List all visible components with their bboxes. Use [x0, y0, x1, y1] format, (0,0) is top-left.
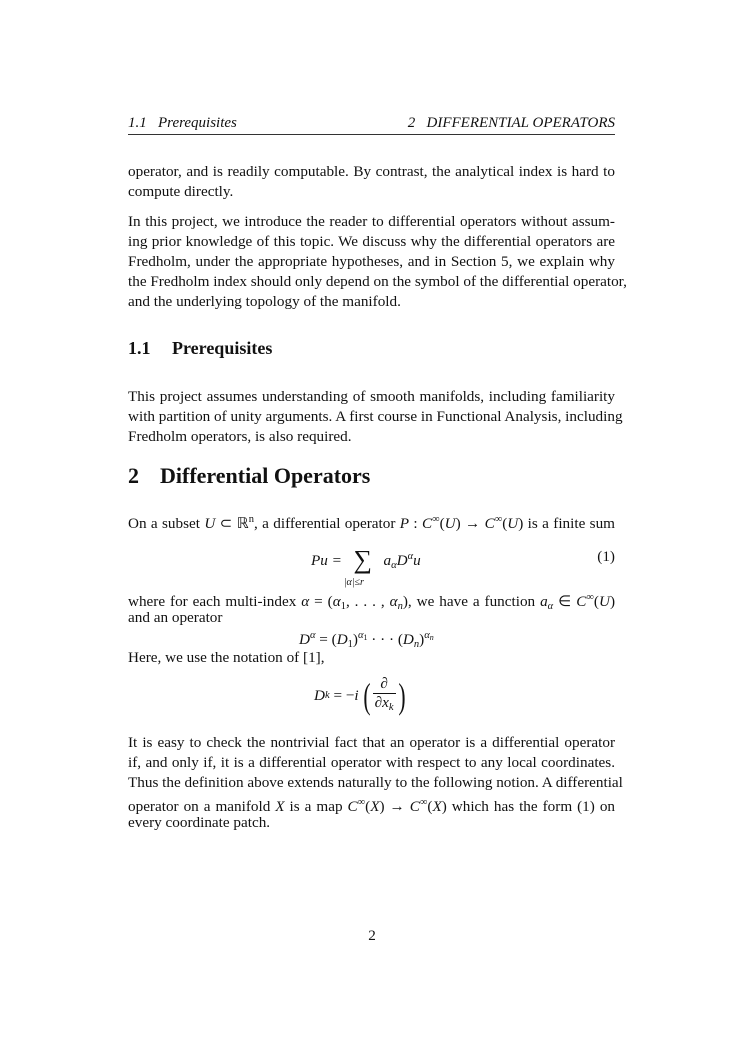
header-section-title: Prerequisites: [158, 115, 237, 131]
header-section-number: 1.1: [128, 115, 147, 131]
math-segment: ∞: [419, 797, 428, 808]
header-chapter-title: DIFFERENTIAL OPERATORS: [426, 115, 615, 131]
math-segment: U: [507, 515, 519, 532]
text-line: [128, 794, 615, 816]
page-number: 2: [368, 927, 376, 944]
math-segment: ): [402, 593, 408, 610]
math-segment: U: [444, 515, 456, 532]
math-segment: X: [275, 798, 285, 815]
running-header-left: [128, 115, 237, 132]
math-segment: ) →: [379, 798, 410, 815]
math-segment: (: [593, 593, 599, 610]
text-segment: every coordinate patch.: [128, 814, 271, 831]
math-segment: ∞: [586, 592, 594, 603]
exponent-subscript: 1: [363, 633, 368, 642]
denominator-subscript: k: [388, 702, 394, 713]
math-segment: :: [409, 515, 422, 532]
math-segment: ∞: [432, 514, 440, 525]
fraction: [373, 675, 396, 717]
operator-d: D: [314, 687, 325, 704]
exponent: α: [424, 630, 430, 641]
operator-d: D: [299, 631, 310, 648]
superscript: α: [309, 630, 316, 641]
text-segment: if, and only if, it is a differential operator with respect to any local coordinates.: [128, 754, 615, 771]
left-paren: (: [363, 676, 371, 716]
sum-limit: |α|≤r: [343, 577, 364, 588]
math-segment: (: [427, 798, 433, 815]
text-line: [128, 388, 615, 406]
text-line: [128, 428, 615, 446]
math-segment: α: [389, 593, 398, 610]
math-segment: n: [248, 514, 255, 525]
text-segment: the Fredholm index should only depend on the symbol of the differential operator,: [128, 273, 627, 290]
section-title: Prerequisites: [172, 338, 273, 358]
text-line: [128, 609, 615, 627]
numerator: ∂: [380, 675, 388, 692]
text-segment: Fredholm, under the appropriate hypotheses, and in Section 5, we explain why: [128, 253, 615, 270]
function-u: u: [413, 552, 421, 569]
imaginary-unit: i: [354, 687, 359, 704]
right-paren: ): [397, 676, 406, 716]
text-segment: operator on a manifold: [128, 798, 276, 815]
text-segment: On a subset: [128, 515, 205, 532]
equation-dk: [314, 676, 408, 716]
text-segment: Fredholm operators, is also required.: [128, 428, 352, 445]
text-segment: where for each multi-index: [128, 593, 302, 610]
text-line: [128, 233, 615, 251]
paren: ): [352, 631, 358, 648]
text-segment: , we have a function: [407, 593, 541, 610]
dots: · · · (: [367, 631, 403, 648]
operator-dn: D: [402, 631, 414, 648]
subscript: k: [324, 690, 330, 701]
text-line: [128, 253, 615, 271]
header-chapter-number: 2: [407, 115, 416, 131]
text-segment: is a finite sum: [523, 515, 615, 532]
subscript: n: [413, 639, 420, 650]
text-segment: is a map: [284, 798, 348, 815]
section-title: Differential Operators: [160, 463, 371, 488]
math-segment: = (: [309, 593, 333, 610]
equation-label: (1): [597, 548, 615, 565]
text-segment: operator, and is readily computable. By contrast, the analytical index is hard to: [128, 163, 615, 180]
math-segment: C: [576, 593, 587, 610]
math-segment: ) →: [455, 515, 485, 532]
math-segment: C: [409, 798, 420, 815]
math-segment: X: [370, 798, 380, 815]
text-segment: ing prior knowledge of this topic. We discuss why the differential operators are: [128, 233, 615, 250]
math-segment: C: [484, 515, 495, 532]
math-segment: α: [301, 593, 310, 610]
math-segment: ): [518, 515, 524, 532]
math-segment: ⊂ ℝ: [215, 515, 249, 532]
equals-minus: = −: [333, 687, 355, 704]
text-line: [128, 754, 615, 772]
text-line: [128, 163, 615, 181]
text-line: [128, 774, 623, 792]
math-segment: (: [365, 798, 371, 815]
text-segment: and the underlying topology of the manifold.: [128, 293, 401, 310]
equation-1: [311, 545, 421, 588]
text-line: [128, 408, 623, 426]
math-segment: U: [598, 593, 610, 610]
text-line: [128, 814, 615, 832]
math-segment: , . . . ,: [345, 593, 390, 610]
text-line: [128, 511, 615, 533]
header-rule: [128, 134, 615, 135]
running-header-right: [408, 115, 615, 132]
section-number: 2: [128, 463, 139, 488]
section-number: 1.1: [128, 338, 151, 358]
operator-superscript: α: [407, 551, 414, 562]
text-segment: compute directly.: [128, 183, 234, 200]
equation-lhs: Pu =: [311, 552, 342, 569]
operator-d: D: [396, 552, 408, 569]
text-line: [128, 213, 615, 231]
section-heading-prerequisites: [128, 338, 272, 359]
exponent: α: [357, 630, 364, 641]
equals: = (: [315, 631, 337, 648]
math-segment: P: [399, 515, 410, 532]
text-line: [128, 183, 615, 201]
text-segment: , a differential operator: [254, 515, 400, 532]
math-segment: α: [547, 601, 554, 612]
math-segment: X: [432, 798, 442, 815]
math-segment: n: [397, 601, 403, 612]
math-segment: 1: [340, 601, 346, 612]
math-segment: U: [204, 515, 216, 532]
section-heading-differential-operators: [128, 463, 370, 489]
text-segment: and an operator: [128, 609, 223, 626]
math-segment: a: [540, 593, 548, 610]
operator-d1: D: [336, 631, 348, 648]
text-segment: Thus the definition above extends naturally to the following notion. A differential: [128, 774, 623, 791]
math-segment: ∞: [357, 797, 366, 808]
math-segment: (: [439, 515, 445, 532]
math-segment: ): [609, 593, 616, 610]
subscript: 1: [347, 639, 353, 650]
text-line: [128, 293, 615, 311]
text-segment: In this project, we introduce the reader to differential operators without assum-: [128, 213, 615, 230]
coefficient: a: [383, 552, 392, 569]
coefficient-subscript: α: [391, 560, 397, 571]
text-segment: which has the form (1) on: [446, 798, 616, 815]
exponent-subscript: n: [429, 633, 434, 642]
math-segment: ∞: [494, 514, 503, 525]
math-segment: (: [502, 515, 508, 532]
math-segment: C: [421, 515, 433, 532]
equation-d-alpha: [299, 626, 434, 655]
math-segment: ∈: [553, 593, 577, 610]
text-segment: This project assumes understanding of smooth manifolds, including familiarity: [128, 388, 615, 405]
text-line: [128, 734, 615, 752]
sum-symbol: ∑: [353, 545, 372, 574]
paren: ): [419, 631, 425, 648]
math-segment: α: [332, 593, 341, 610]
math-segment: ): [441, 798, 447, 815]
text-segment: with partition of unity arguments. A first course in Functional Analysis, including: [128, 408, 623, 425]
text-segment: It is easy to check the nontrivial fact that an operator is a differential operator: [128, 734, 615, 751]
text-segment: Here, we use the notation of [1],: [128, 649, 325, 666]
math-segment: C: [347, 798, 358, 815]
text-line: [128, 273, 627, 291]
denominator: ∂x: [374, 694, 389, 711]
